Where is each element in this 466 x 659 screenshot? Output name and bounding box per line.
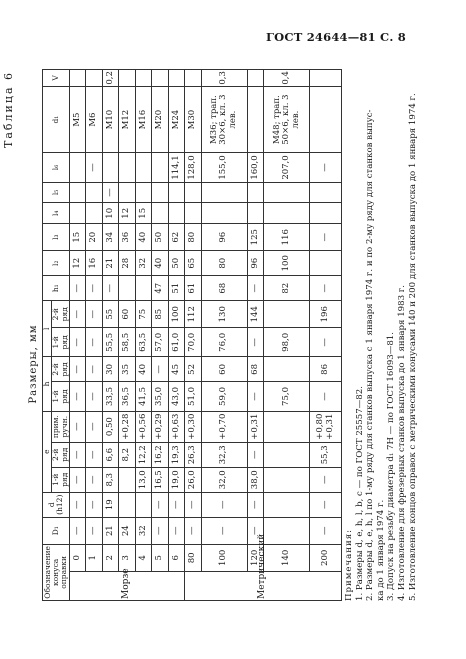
dimensions-table: [42, 69, 342, 601]
cell-e2: —: [69, 442, 85, 467]
cell-l2: 100: [264, 251, 310, 276]
cell-l3: 15: [69, 224, 85, 251]
cell-l2: 96: [247, 251, 263, 276]
table-row: [247, 70, 263, 601]
cell-d1: M12: [119, 86, 135, 153]
cell-D1: —: [86, 517, 102, 544]
note-line: 4. Изготовление для фрезерных станков выпуска до 1 января 1983 г.: [396, 284, 407, 601]
cell-l4: [185, 203, 201, 224]
cell-num: 200: [310, 544, 342, 571]
cell-l2r: —: [86, 301, 102, 328]
group-metric: Метрический: [185, 571, 342, 600]
cell-ep: +0,80 +0,31: [310, 411, 342, 442]
cell-d: —: [310, 492, 342, 517]
table-row: [69, 70, 85, 601]
cell-d1: M16: [135, 86, 151, 153]
cell-h1r: 33,5: [102, 382, 118, 411]
page-header: ГОСТ 24644—81 С. 8: [266, 30, 406, 44]
l4-header: l₄: [43, 203, 70, 224]
cell-l1r: 57,0: [152, 328, 168, 357]
D1-header: D₁: [43, 517, 70, 544]
h-header: h: [43, 357, 52, 411]
cell-e1: [264, 467, 310, 492]
cell-d: —: [69, 492, 85, 517]
cell-h2r: 86: [310, 357, 342, 382]
cell-e1: 26,0: [185, 467, 201, 492]
cell-h2r: 68: [247, 357, 263, 382]
cell-l2: 12: [69, 251, 85, 276]
cell-d: 19: [102, 492, 118, 517]
table-row: [135, 70, 151, 601]
cell-num: 6: [168, 544, 184, 571]
cell-l5: [185, 182, 201, 203]
cell-ep: +0,63: [168, 411, 184, 442]
table-body: [69, 70, 341, 601]
cell-e1: [119, 467, 135, 492]
cell-ep: —: [69, 411, 85, 442]
cell-d: [264, 492, 310, 517]
cell-h1r: 43,0: [168, 382, 184, 411]
cell-e2: 12,2: [135, 442, 151, 467]
cell-num: 3: [119, 544, 135, 571]
cell-D1: —: [185, 517, 201, 544]
cell-V: [119, 70, 135, 87]
cell-e2: 26,3: [185, 442, 201, 467]
cell-e2: 16,2: [152, 442, 168, 467]
cell-h2r: 30: [102, 357, 118, 382]
cell-l6: —: [310, 153, 342, 182]
cell-ep: +0,30: [185, 411, 201, 442]
cell-h1: 47: [152, 276, 168, 301]
cell-l2: 50: [168, 251, 184, 276]
table-row: [86, 70, 102, 601]
cell-l6: [69, 153, 85, 182]
table-row: [152, 70, 168, 601]
cell-d: [135, 492, 151, 517]
cell-V: [69, 70, 85, 87]
cell-l5: [135, 182, 151, 203]
l-row2-header: 2-й ряд: [52, 301, 70, 328]
table-row: [264, 70, 310, 601]
cell-l1r: 98,0: [264, 328, 310, 357]
cell-D1: —: [201, 517, 247, 544]
cell-l4: 12: [119, 203, 135, 224]
cell-l2: 32: [135, 251, 151, 276]
cell-l2r: 144: [247, 301, 263, 328]
note-line: 3. Допуск на резьбу диаметра d₁ 7Н — по ГОСТ 16093—81.: [386, 331, 397, 601]
cell-l2: 80: [201, 251, 247, 276]
cell-d: [119, 492, 135, 517]
table-row: [201, 70, 247, 601]
cell-l3: 62: [168, 224, 184, 251]
cell-h1r: 36,5: [119, 382, 135, 411]
cell-h1: [135, 276, 151, 301]
cell-h1r: —: [86, 382, 102, 411]
cell-l3: 50: [152, 224, 168, 251]
cell-D1: [264, 517, 310, 544]
rotated-page: [0, 59, 418, 659]
cell-num: 80: [185, 544, 201, 571]
e-row1-header: 1-й ряд: [52, 467, 70, 492]
cell-l4: 10: [102, 203, 118, 224]
cell-l4: 15: [135, 203, 151, 224]
note-line: 5. Изготовление концов оправок с метрическими конусами 140 и 200 для станков выпуска до 1 января 1974 г.: [407, 93, 418, 601]
cell-l3: 96: [201, 224, 247, 251]
cell-l4: [152, 203, 168, 224]
cell-V: [135, 70, 151, 87]
h-row1-header: 1-й ряд: [52, 382, 70, 411]
l-header: l: [43, 301, 52, 357]
cell-num: 120: [247, 544, 263, 571]
V-header: V: [43, 70, 70, 87]
table-row: [168, 70, 184, 601]
cell-d1: [310, 86, 342, 153]
cell-V: 0,3: [201, 70, 247, 87]
cell-l5: [247, 182, 263, 203]
cell-num: 5: [152, 544, 168, 571]
e-row2-header: 2-й ряд: [52, 442, 70, 467]
cell-h1r: —: [247, 382, 263, 411]
cell-h1r: 75,0: [264, 382, 310, 411]
cell-V: 0,4: [264, 70, 310, 87]
cell-e1: —: [310, 467, 342, 492]
cell-D1: 24: [119, 517, 135, 544]
cell-D1: 32: [135, 517, 151, 544]
cell-e1: 32,0: [201, 467, 247, 492]
cell-l4: [168, 203, 184, 224]
cell-d1: M10: [102, 86, 118, 153]
cell-l2r: 112: [185, 301, 201, 328]
cell-V: [86, 70, 102, 87]
cell-h2r: —: [152, 357, 168, 382]
note-line: 2. Размеры d, e, h, l по 1-му ряду для станков выпуска с 1 января 1974 г. и по 2-му ряду для станков выпус-: [365, 109, 376, 601]
note-line: 1. Размеры d, e, h, l, b, c — по ГОСТ 25557—82.: [354, 386, 365, 601]
cell-l2: 28: [119, 251, 135, 276]
cell-num: 4: [135, 544, 151, 571]
cell-D1: —: [168, 517, 184, 544]
cell-h1: —: [247, 276, 263, 301]
cell-l4: [310, 203, 342, 224]
cell-l6: 114,1: [168, 153, 184, 182]
d1-header: d₁: [43, 86, 70, 153]
cell-l6: 155,0: [201, 153, 247, 182]
cell-e1: 13,0: [135, 467, 151, 492]
cell-l6: [119, 153, 135, 182]
cell-d: —: [86, 492, 102, 517]
cell-h1: —: [69, 276, 85, 301]
cell-ep: +0,31: [247, 411, 263, 442]
cell-l2r: 196: [310, 301, 342, 328]
cell-l2: [310, 251, 342, 276]
cell-h1r: 35,0: [152, 382, 168, 411]
cell-h1r: 51,0: [185, 382, 201, 411]
cell-e2: 55,3: [310, 442, 342, 467]
cell-l6: —: [86, 153, 102, 182]
cell-ep: —: [86, 411, 102, 442]
cell-l1r: 58,5: [119, 328, 135, 357]
cell-l6: 160,0: [247, 153, 263, 182]
cell-d1: M6: [86, 86, 102, 153]
cell-num: 140: [264, 544, 310, 571]
cell-ep: +0,70: [201, 411, 247, 442]
d-header: d (h12): [43, 492, 70, 517]
cell-h1: [119, 276, 135, 301]
table-caption: Таблица 6: [2, 71, 15, 148]
cell-D1: 21: [102, 517, 118, 544]
cell-l3: 80: [185, 224, 201, 251]
cell-l3: 34: [102, 224, 118, 251]
cell-l6: 207,0: [264, 153, 310, 182]
cell-num: 0: [69, 544, 85, 571]
cell-h2r: 60: [201, 357, 247, 382]
notes: [344, 71, 418, 601]
cell-l4: [86, 203, 102, 224]
cell-ep: +0,28: [119, 411, 135, 442]
cell-l2r: 75: [135, 301, 151, 328]
table-row: [119, 70, 135, 601]
h1-header: h₁: [43, 276, 70, 301]
cell-l2r: 85: [152, 301, 168, 328]
cell-d1: M48; трап. 50×6, кл. 3 лев.: [264, 86, 310, 153]
sizes-heading: Размеры, мм: [28, 324, 39, 404]
cell-d1: M5: [69, 86, 85, 153]
l3-header: l₃: [43, 224, 70, 251]
cell-l5: —: [102, 182, 118, 203]
e-header: e: [43, 411, 52, 492]
cell-l4: [247, 203, 263, 224]
cell-l2r: 60: [119, 301, 135, 328]
table-row: [185, 70, 201, 601]
cell-h1: 82: [264, 276, 310, 301]
cell-e2: —: [86, 442, 102, 467]
l-row1-header: 1-й ряд: [52, 328, 70, 357]
cell-V: [247, 70, 263, 87]
cell-l5: [310, 182, 342, 203]
cell-l2: 40: [152, 251, 168, 276]
cell-V: [185, 70, 201, 87]
notes-title: Примечания:: [344, 528, 354, 601]
cell-h1: —: [102, 276, 118, 301]
cell-ep: +0,56: [135, 411, 151, 442]
l5-header: l₅: [43, 182, 70, 203]
cell-h1: 68: [201, 276, 247, 301]
table-row: [102, 70, 118, 601]
cell-l1r: —: [86, 328, 102, 357]
cell-h1: 51: [168, 276, 184, 301]
cell-l1r: —: [69, 328, 85, 357]
cell-h1: —: [310, 276, 342, 301]
cell-l1r: 63,5: [135, 328, 151, 357]
cell-l2: 21: [102, 251, 118, 276]
l2-header: l₂: [43, 251, 70, 276]
cell-V: [152, 70, 168, 87]
cell-d: —: [247, 492, 263, 517]
cell-l1r: —: [310, 328, 342, 357]
cell-e1: 38,0: [247, 467, 263, 492]
cell-h1r: —: [310, 382, 342, 411]
cell-num: 2: [102, 544, 118, 571]
cell-l5: [152, 182, 168, 203]
cell-l6: [102, 153, 118, 182]
cell-num: 1: [86, 544, 102, 571]
cell-l3: 40: [135, 224, 151, 251]
cell-l2: 65: [185, 251, 201, 276]
cell-e2: —: [247, 442, 263, 467]
cell-ep: +0,29: [152, 411, 168, 442]
cell-l1r: 61,0: [168, 328, 184, 357]
cell-V: 0,2: [102, 70, 118, 87]
cell-l6: [152, 153, 168, 182]
group-morse: Морзе: [69, 571, 184, 600]
designation-header: Обозначение конуса оправки: [42, 546, 68, 599]
cell-h2r: [264, 357, 310, 382]
cell-l5: [264, 182, 310, 203]
cell-d1: M20: [152, 86, 168, 153]
cell-e1: —: [69, 467, 85, 492]
cell-e1: 19,0: [168, 467, 184, 492]
cell-l3: 125: [247, 224, 263, 251]
cell-d: —: [168, 492, 184, 517]
cell-l2r: —: [69, 301, 85, 328]
cell-e2: 6,6: [102, 442, 118, 467]
cell-d: —: [185, 492, 201, 517]
cell-l1r: 55,5: [102, 328, 118, 357]
cell-l5: [86, 182, 102, 203]
cell-l4: [264, 203, 310, 224]
cell-D1: —: [310, 517, 342, 544]
cell-l6: 128,0: [185, 153, 201, 182]
cell-h2r: —: [69, 357, 85, 382]
cell-h2r: 35: [119, 357, 135, 382]
cell-h1: —: [86, 276, 102, 301]
note-line: ка до 1 января 1974 г.: [375, 499, 386, 601]
cell-D1: —: [247, 517, 263, 544]
cell-h1r: 41,5: [135, 382, 151, 411]
cell-d: —: [152, 492, 168, 517]
cell-l4: [69, 203, 85, 224]
cell-D1: —: [152, 517, 168, 544]
cell-l3: 36: [119, 224, 135, 251]
cell-l2r: [264, 301, 310, 328]
cell-l2r: 55: [102, 301, 118, 328]
cell-l3: —: [310, 224, 342, 251]
cell-l6: [135, 153, 151, 182]
e-prim-header: прим. ручн.: [52, 411, 70, 442]
cell-l1r: 70,0: [185, 328, 201, 357]
cell-l3: 116: [264, 224, 310, 251]
cell-d1: M24: [168, 86, 184, 153]
cell-l5: [168, 182, 184, 203]
cell-h1r: 59,0: [201, 382, 247, 411]
cell-e1: —: [86, 467, 102, 492]
cell-num: 100: [201, 544, 247, 571]
cell-h2r: 45: [168, 357, 184, 382]
h-row2-header: 2-й ряд: [52, 357, 70, 382]
cell-h1: 61: [185, 276, 201, 301]
header-row: [43, 70, 52, 601]
cell-l4: [201, 203, 247, 224]
cell-h2r: —: [86, 357, 102, 382]
cell-h2r: 40: [135, 357, 151, 382]
cell-l2r: 100: [168, 301, 184, 328]
cell-l1r: 76,0: [201, 328, 247, 357]
cell-l5: [69, 182, 85, 203]
cell-e2: [264, 442, 310, 467]
cell-h2r: 52: [185, 357, 201, 382]
cell-ep: 0,50: [102, 411, 118, 442]
l6-header: l₆: [43, 153, 70, 182]
cell-e1: 8,3: [102, 467, 118, 492]
cell-l2: 16: [86, 251, 102, 276]
cell-h1r: —: [69, 382, 85, 411]
cell-V: [168, 70, 184, 87]
table-row: [310, 70, 342, 601]
cell-d1: M30: [185, 86, 201, 153]
cell-D1: —: [69, 517, 85, 544]
cell-ep: [264, 411, 310, 442]
cell-l5: [119, 182, 135, 203]
cell-d1: [247, 86, 263, 153]
cell-e1: 16,5: [152, 467, 168, 492]
cell-l1r: —: [247, 328, 263, 357]
cell-e2: 19,3: [168, 442, 184, 467]
cell-d1: M36; трап. 30×6, кл. 3 лев.: [201, 86, 247, 153]
cell-V: [310, 70, 342, 87]
cell-l2r: 130: [201, 301, 247, 328]
cell-d: —: [201, 492, 247, 517]
cell-l3: 20: [86, 224, 102, 251]
cell-l5: [201, 182, 247, 203]
cell-e2: 8,2: [119, 442, 135, 467]
cell-e2: 32,3: [201, 442, 247, 467]
